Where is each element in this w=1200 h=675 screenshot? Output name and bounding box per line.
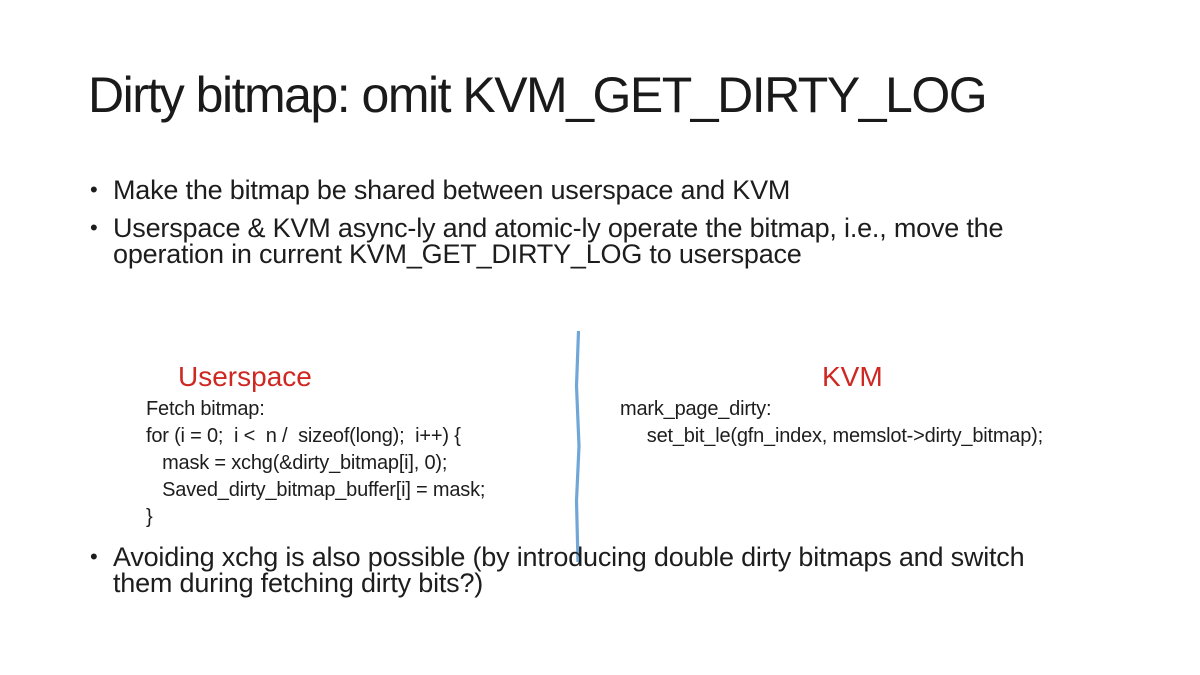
bullet-list-top: [90, 177, 1110, 279]
userspace-code-line-4: Saved_dirty_bitmap_buffer[i] = mask;: [146, 479, 486, 501]
userspace-code-block: [146, 396, 485, 531]
vertical-divider-line: [570, 328, 586, 566]
bullet-item-2: [90, 215, 1110, 267]
userspace-code-line-2: for (i = 0; i < n / sizeof(long); i++) {: [146, 425, 461, 447]
bullet-3-line-2: them during fetching dirty bits?): [113, 568, 484, 598]
bullet-text-1: [113, 177, 790, 203]
userspace-column-header: Userspace: [178, 361, 312, 392]
kvm-column-header: KVM: [822, 361, 883, 392]
userspace-code-line-5: }: [146, 506, 153, 528]
slide-title: Dirty bitmap: omit KVM_GET_DIRTY_LOG: [88, 67, 987, 123]
bullet-item-3: [90, 544, 1110, 596]
bullet-text-3: [113, 544, 1024, 596]
userspace-code-line-1: Fetch bitmap:: [146, 398, 265, 420]
bullet-1-line-1: Make the bitmap be shared between userspace and KVM: [113, 175, 791, 205]
bullet-list-bottom: [90, 544, 1110, 608]
bullet-3-line-1: Avoiding xchg is also possible (by introducing double dirty bitmaps and switch: [113, 542, 1025, 572]
kvm-code-line-1: mark_page_dirty:: [620, 398, 772, 420]
bullet-dot: •: [90, 215, 98, 240]
bullet-2-line-1: Userspace & KVM async-ly and atomic-ly operate the bitmap, i.e., move the: [113, 213, 1004, 243]
bullet-dot: •: [90, 544, 98, 569]
bullet-item-1: [90, 177, 1110, 203]
userspace-code-line-3: mask = xchg(&dirty_bitmap[i], 0);: [146, 452, 448, 474]
kvm-code-line-2: set_bit_le(gfn_index, memslot->dirty_bitmap);: [620, 425, 1043, 447]
bullet-2-line-2: operation in current KVM_GET_DIRTY_LOG to userspace: [113, 239, 802, 269]
bullet-text-2: [113, 215, 1003, 267]
bullet-dot: •: [90, 177, 98, 202]
kvm-code-block: [620, 396, 1043, 450]
